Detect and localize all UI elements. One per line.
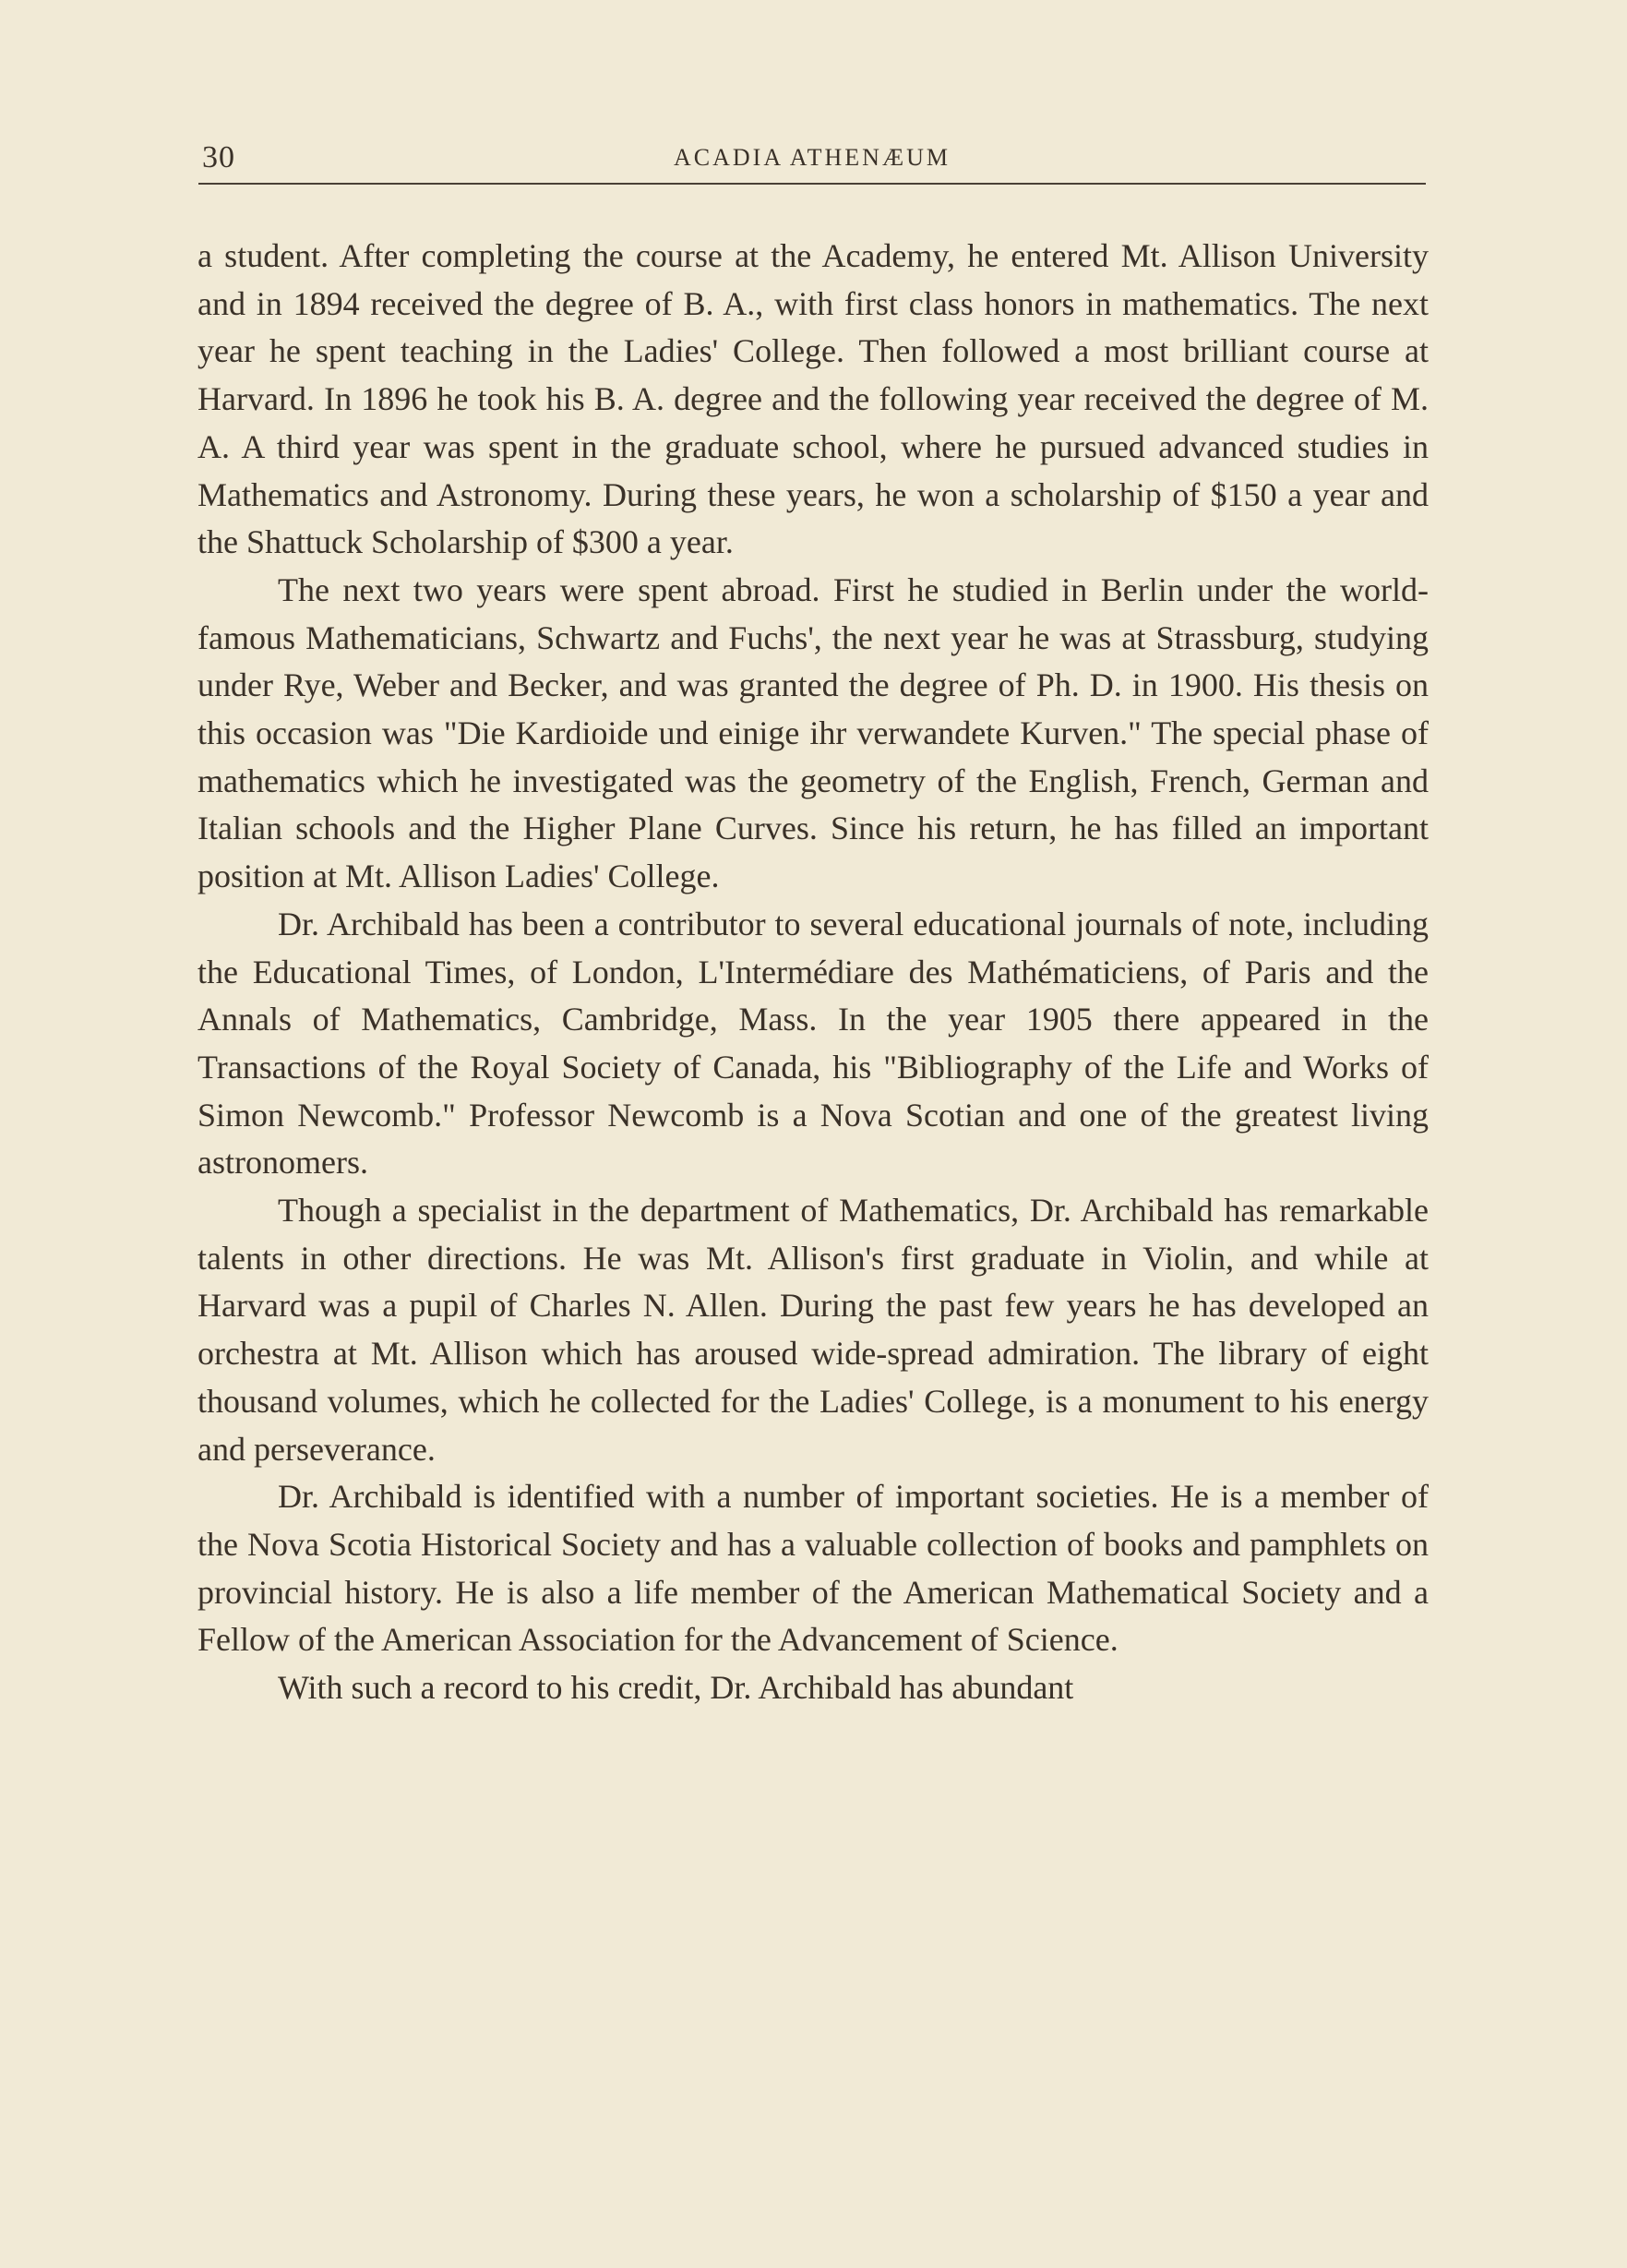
paragraph: Dr. Archibald is identified with a number of important societies. He is a member of the Nova Scotia Historical Society and has a valuable collection of books and pamphlets on provincial history. He is also a life member of the American Mathematical Society and a Fellow of the American Association for the Advancement of Science. [197, 1478, 1429, 1659]
paragraph: With such a record to his credit, Dr. Archibald has abundant [278, 1669, 1074, 1707]
paragraph: a student. After completing the course at the Academy, he entered Mt. Allison University and in 1894 received the degree of B. A., with first class honors in mathematics. The next year he spent teaching in the Ladies' College. Then followed a most brilliant course at Harvard. In 1896 he took his B. A. degree and the following year received the degree of M. A. A third year was spent in the graduate school, where he pursued advanced studies in Mathematics and Astronomy. During these years, he won a scholarship of $150 a year and the Shattuck Scholarship of $300 a year. [197, 237, 1429, 561]
paragraph: The next two years were spent abroad. First he studied in Berlin under the world-famous Mathematicians, Schwartz and Fuchs', the next year he was at Strassburg, studying under Rye, Weber and Becker, and was granted the degree of Ph. D. in 1900. His thesis on this occasion was "Die Kardioide und einige ihr verwandete Kurven." The special phase of mathematics which he investigated was the geometry of the English, French, German and Italian schools and the Higher Plane Curves. Since his return, he has filled an important position at Mt. Allison Ladies' College. [197, 570, 1429, 895]
body-text [197, 233, 1429, 1712]
running-head [198, 138, 1426, 183]
header-rule [198, 183, 1426, 185]
paragraph: Though a specialist in the department of Mathematics, Dr. Archibald has remarkable talents in other directions. He was Mt. Allison's first graduate in Violin, and while at Harvard was a pupil of Charles N. Allen. During the past few years he has developed an orchestra at Mt. Allison which has aroused wide-spread admiration. The library of eight thousand volumes, which he collected for the Ladies' College, is a monument to his energy and perseverance. [197, 1192, 1429, 1468]
journal-title: ACADIA ATHENÆUM [674, 144, 951, 171]
page-number: 30 [202, 140, 235, 174]
paragraph: Dr. Archibald has been a contributor to several educational journals of note, including the Educational Times, of London, L'Intermédiare des Mathématiciens, of Paris and the Annals of Mathematics, Cambridge, Mass. In the year 1905 there appeared in the Transactions of the Royal Society of Canada, his "Bibliography of the Life and Works of Simon Newcomb." Professor Newcomb is a Nova Scotian and one of the greatest living astronomers. [197, 905, 1429, 1182]
